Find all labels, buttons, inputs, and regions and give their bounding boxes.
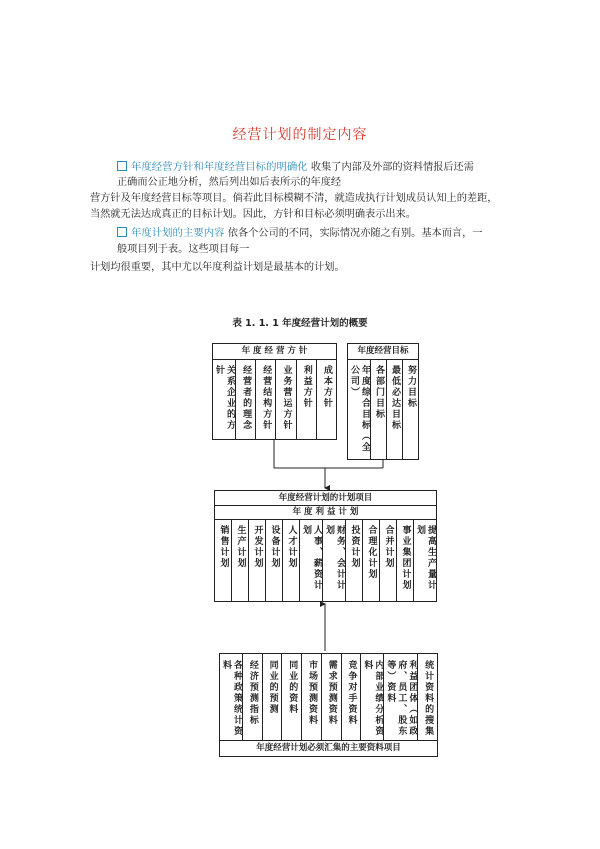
policy-item: 利益方针: [301, 365, 312, 409]
para1-line2: 正确而公正地分析，然后列出如后表所示的年度经: [117, 177, 342, 188]
para1-line3: 营方针及年度经营目标等项目。倘若此目标模糊不清，就造成执行计划成员认知上的差距，: [90, 193, 498, 204]
policy-item: 关系企业的方针: [214, 365, 235, 431]
plan-header-1: 年度经营计划的计划项目: [215, 491, 436, 506]
policy-item: 业务营运方针: [281, 365, 292, 431]
para2-heading: 年度计划的主要内容: [131, 227, 225, 239]
goals-item: 努力目标: [406, 365, 416, 409]
para1-line1-text: 收集了内部及外部的资料情报后还需: [310, 162, 474, 173]
plan-item: 开发计划: [252, 525, 263, 569]
plan-item: 财务、会计计划: [324, 525, 345, 591]
plan-item: 设备计划: [269, 525, 280, 569]
data-item: 内部业绩分析资料: [362, 660, 384, 737]
plan-item: 投资计划: [349, 525, 360, 569]
policy-item: 经营者的理念: [241, 365, 252, 431]
goals-item: 年度综合目标（全公司）: [349, 365, 370, 453]
page-title: 经营计划的制定内容: [232, 127, 368, 143]
data-item: 市场预测资料: [307, 660, 318, 726]
plan-item: 人才计划: [286, 525, 297, 569]
para1-heading: 年度经营方针和年度经营目标的明确化: [131, 161, 308, 173]
figure-caption: 表 1. 1. 1 年度经营计划的概要: [232, 318, 368, 329]
para2-line1-text: 依各个公司的不同，实际情况亦随之有别。基本而言，一: [227, 228, 483, 239]
para2-line3: 计划均很重要，其中尤以年度利益计划是最基本的计划。: [90, 262, 345, 273]
data-item: 需求预测资料: [326, 660, 337, 726]
data-item: 统计资料的搜集: [423, 660, 434, 737]
plan-item: 合并计划: [383, 525, 394, 569]
policy-item: 经营结构方针: [261, 365, 272, 431]
data-item: 同业的资料: [287, 660, 298, 715]
plan-item: 提高生产量计划: [415, 525, 436, 591]
data-item: 竞争对手资料: [346, 660, 357, 726]
goals-header: 年度经营目标: [348, 344, 418, 360]
data-item: 同业的预测: [267, 660, 278, 715]
para1-line4: 当然就无法达成真正的目标计划。因此，方针和目标必须明确表示出来。: [90, 209, 416, 220]
policy-item: 成本方针: [321, 365, 332, 409]
plan-item: 人事、薪资计划: [301, 525, 322, 591]
plan-item: 事业集团计划: [400, 525, 411, 591]
goals-item: 各部门目标: [374, 365, 384, 420]
plan-header-2: 年 度 利 益 计 划: [215, 505, 436, 520]
policy-header: 年 度 经 营 方 针: [213, 344, 336, 360]
data-item: 各种政策统计资料: [221, 660, 242, 737]
plan-item: 合理化计划: [366, 525, 377, 580]
data-footer: 年度经营计划必须汇集的主要资料项目: [220, 740, 437, 756]
data-item: 利益团体（如政府、员工、股东等）资料: [385, 660, 418, 737]
plan-item: 销售计划: [218, 525, 229, 569]
para2-line2: 般项目列于表。这些项目每一: [117, 244, 250, 255]
plan-item: 生产计划: [235, 525, 246, 569]
goals-item: 最低必达目标: [390, 365, 400, 431]
data-item: 经济预测指标: [247, 660, 258, 726]
